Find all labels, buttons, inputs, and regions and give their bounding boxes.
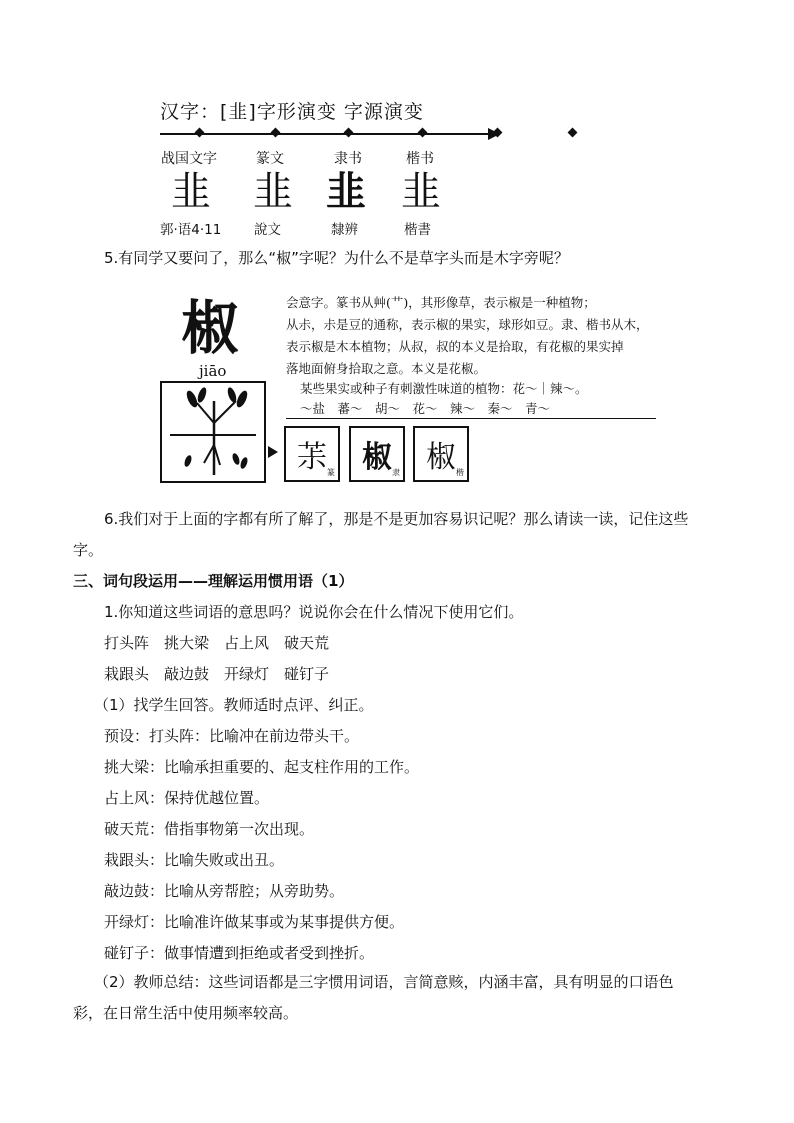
timeline-marker (418, 128, 428, 138)
form-glyph: 椒 (426, 440, 456, 475)
definition-line: 挑大梁：比喻承担重要的、起支柱作用的工作。 (104, 758, 420, 776)
form-glyph: 椒 (362, 440, 392, 475)
jiao-pinyin: jiāo (199, 362, 227, 380)
definition-line: 破天荒：借指事物第一次出现。 (104, 820, 315, 838)
timeline-marker (344, 128, 354, 138)
definition-line: 敲边鼓：比喻从旁帮腔；从旁助势。 (104, 882, 345, 900)
section-3-question-1: 1.你知道这些词语的意思吗？说说你会在什么情况下使用它们。 (104, 603, 524, 621)
idiom-row: 栽跟头 敲边鼓 开绿灯 碰钉子 (104, 665, 330, 683)
form-box-zhuan (284, 426, 340, 482)
pictograph-plant-icon (162, 383, 264, 481)
form-tag: 楷 (456, 468, 464, 477)
stage-caption: 隸辨 (331, 222, 358, 238)
question-6-line: 6.我们对于上面的字都有所了解了，那是不是更加容易识记呢？那么请读一读，记住这些 (104, 510, 689, 528)
step-2-line: （2）教师总结：这些词语都是三字惯用词语，言简意赅，内涵丰富，具有明显的口语色 (94, 973, 674, 991)
arrow-right-icon (268, 446, 278, 458)
jiao-character: 椒 (181, 294, 240, 362)
question-5: 5.有同学又要问了，那么“椒”字呢？为什么不是草字头而是木字旁呢？ (104, 249, 569, 267)
form-tag: 篆 (327, 468, 335, 477)
stage-glyph: 韭 (171, 169, 211, 215)
definition-line: 占上风：保持优越位置。 (104, 789, 270, 807)
form-glyph: 茮 (297, 440, 327, 475)
dict-rule (286, 418, 656, 419)
form-box-li (349, 426, 405, 482)
definition-line: 预设：打头阵：比喻冲在前边带头干。 (104, 727, 360, 745)
stage-caption: 楷書 (404, 222, 431, 238)
step-1: （1）找学生回答。教师适时点评、纠正。 (94, 696, 374, 714)
jiao-desc-line: 某些果实或种子有刺激性味道的植物：花～｜辣～。 (300, 381, 588, 396)
jiao-desc-line: 从尗，尗是豆的通称，表示椒的果实，球形如豆。隶、楷书从木， (286, 317, 649, 332)
timeline-marker (195, 128, 205, 138)
form-box-kai (413, 426, 469, 482)
definition-line: 栽跟头：比喻失败或出丑。 (104, 851, 285, 869)
step-2-line: 彩，在日常生活中使用频率较高。 (73, 1004, 299, 1022)
stage-caption: 說文 (254, 222, 281, 238)
pictograph-box (160, 381, 266, 483)
form-tag: 隶 (392, 468, 400, 477)
stage-label: 隶书 (334, 151, 362, 167)
stage-caption: 郭·语4·11 (160, 222, 222, 238)
jiao-desc-line: 落地面俯身拾取之意。本义是花椒。 (286, 361, 487, 376)
idiom-row: 打头阵 挑大梁 占上风 破天荒 (104, 634, 330, 652)
definition-line: 开绿灯：比喻准许做某事或为某事提供方便。 (104, 913, 405, 931)
jiao-desc-line: 表示椒是木本植物；从叔，叔的本义是拾取，有花椒的果实掉 (286, 339, 624, 354)
stage-label: 战国文字 (161, 151, 217, 167)
stage-label: 楷书 (406, 151, 434, 167)
timeline-title: 汉字：[韭]字形演变 字源演变 (160, 101, 424, 123)
jiao-examples: ～盐 蕃～ 胡～ 花～ 辣～ 秦～ 青～ (300, 401, 551, 416)
timeline-marker (271, 128, 281, 138)
stage-glyph: 韭 (253, 169, 293, 215)
section-3-heading: 三、词句段运用——理解运用惯用语（1） (73, 572, 354, 590)
definition-line: 碰钉子：做事情遭到拒绝或者受到挫折。 (104, 944, 375, 962)
stage-glyph: 韭 (401, 169, 441, 215)
stage-glyph: 韭 (326, 168, 366, 215)
question-6-line: 字。 (73, 541, 104, 559)
timeline-marker (568, 128, 578, 138)
stage-label: 篆文 (256, 151, 284, 167)
jiao-desc-line: 会意字。篆书从艸(艹)，其形像草，表示椒是一种植物； (286, 295, 596, 310)
timeline-axis (160, 133, 490, 135)
